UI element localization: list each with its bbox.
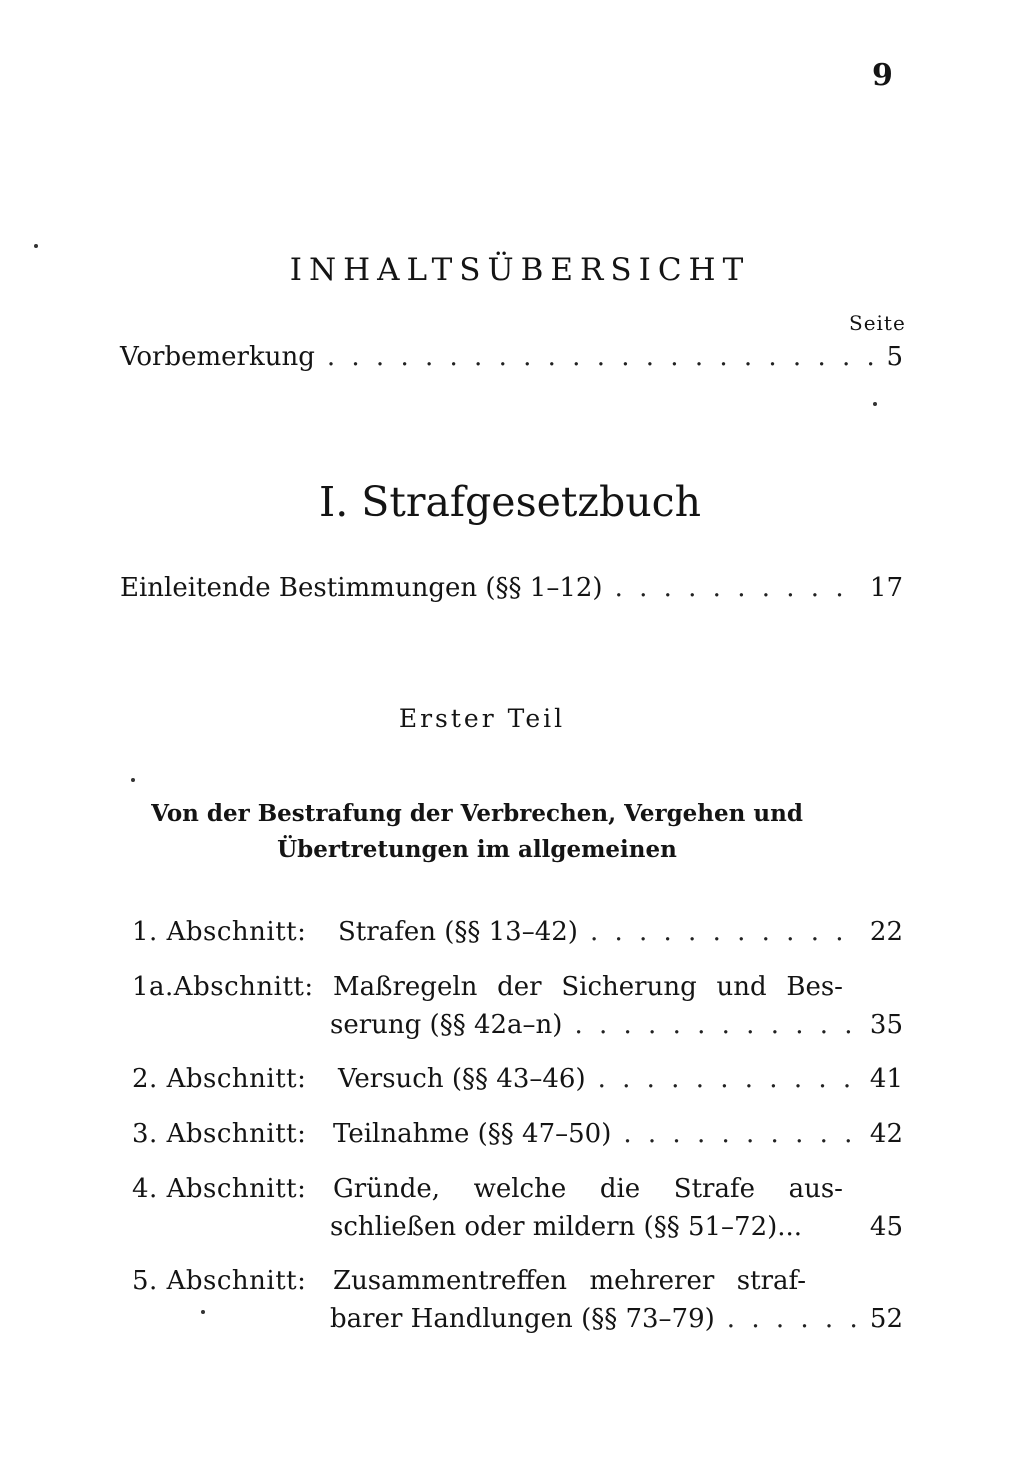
abschnitt-label: 1. Abschnitt: [132,917,307,947]
toc-entry-title: serung (§§ 42a–n) [330,1010,563,1040]
leader-dots [574,1010,859,1040]
toc-entry-abschnitt-1a[interactable] [330,1010,903,1040]
scan-speck [131,778,135,782]
title-word: Strafe [673,1174,755,1204]
abschnitt-label: 4. Abschnitt: [132,1174,307,1204]
toc-entry-title: Teilnahme (§§ 47–50) [333,1119,612,1149]
toc-entry-abschnitt-5[interactable] [330,1304,903,1334]
title-word: Gründe, [333,1174,440,1204]
toc-entry-page: 22 [869,917,903,947]
abschnitt-label: 5. Abschnitt: [132,1266,307,1296]
leader-dots [615,573,860,603]
title-word: Zusammentreffen [333,1266,567,1296]
toc-entry-abschnitt-3[interactable] [333,1119,903,1149]
title-word: Bes- [786,972,843,1002]
toc-entry-einleitende[interactable] [120,573,903,603]
title-word: straf- [736,1266,806,1296]
title-word: Sicherung [561,972,697,1002]
part-subheading: Erster Teil [398,704,566,733]
toc-entry-label: Vorbemerkung [120,342,315,372]
toc-entry-label: Einleitende Bestimmungen (§§ 1–12) [120,573,603,603]
toc-entry-page: 42 [869,1119,903,1149]
title-word: und [716,972,767,1002]
leader-dots [590,917,860,947]
toc-entry-page: 5 [886,342,903,372]
abschnitt-label: 1a.Abschnitt: [132,972,314,1002]
toc-entry-abschnitt-2[interactable] [338,1064,903,1094]
toc-entry-vorbemerkung[interactable] [120,342,903,372]
leader-dots [727,1304,860,1334]
toc-entry-title: Versuch (§§ 43–46) [338,1064,586,1094]
title-word: aus- [788,1174,843,1204]
page-column-header: Seite [849,311,906,335]
abschnitt-label: 2. Abschnitt: [132,1064,307,1094]
toc-entry-title: barer Handlungen (§§ 73–79) [330,1304,715,1334]
leader-dots [327,342,877,372]
title-word: welche [473,1174,567,1204]
toc-entry-title-line [333,972,843,1002]
toc-entry-page: 35 [869,1010,903,1040]
section-title [112,796,842,868]
leader-dots [598,1064,860,1094]
part-heading: I. Strafgesetzbuch [319,478,701,526]
toc-entry-page: 41 [869,1064,903,1094]
title-word: der [497,972,542,1002]
toc-entry-title-line [333,1174,843,1204]
title-word: mehrerer [589,1266,715,1296]
leader-dots [623,1119,860,1149]
toc-entry-title: schließen oder mildern (§§ 51–72)... [330,1212,803,1242]
scan-speck [873,402,877,406]
section-title-line: Von der Bestrafung der Verbrechen, Vergehen und [151,800,803,827]
scan-speck [201,1310,205,1314]
toc-entry-page: 45 [869,1212,903,1242]
page-number: 9 [872,58,893,93]
title-word: die [599,1174,641,1204]
scan-speck [34,244,38,248]
toc-entry-title: Strafen (§§ 13–42) [338,917,578,947]
toc-entry-page: 52 [869,1304,903,1334]
abschnitt-label: 3. Abschnitt: [132,1119,307,1149]
toc-title: INHALTSÜBERSICHT [289,252,751,288]
toc-entry-page: 17 [869,573,903,603]
section-title-line: Übertretungen im allgemeinen [277,836,677,863]
toc-entry-abschnitt-4[interactable] [330,1212,903,1242]
title-word: Maßregeln [333,972,478,1002]
toc-entry-abschnitt-1[interactable] [338,917,903,947]
toc-entry-title-line [333,1266,806,1296]
